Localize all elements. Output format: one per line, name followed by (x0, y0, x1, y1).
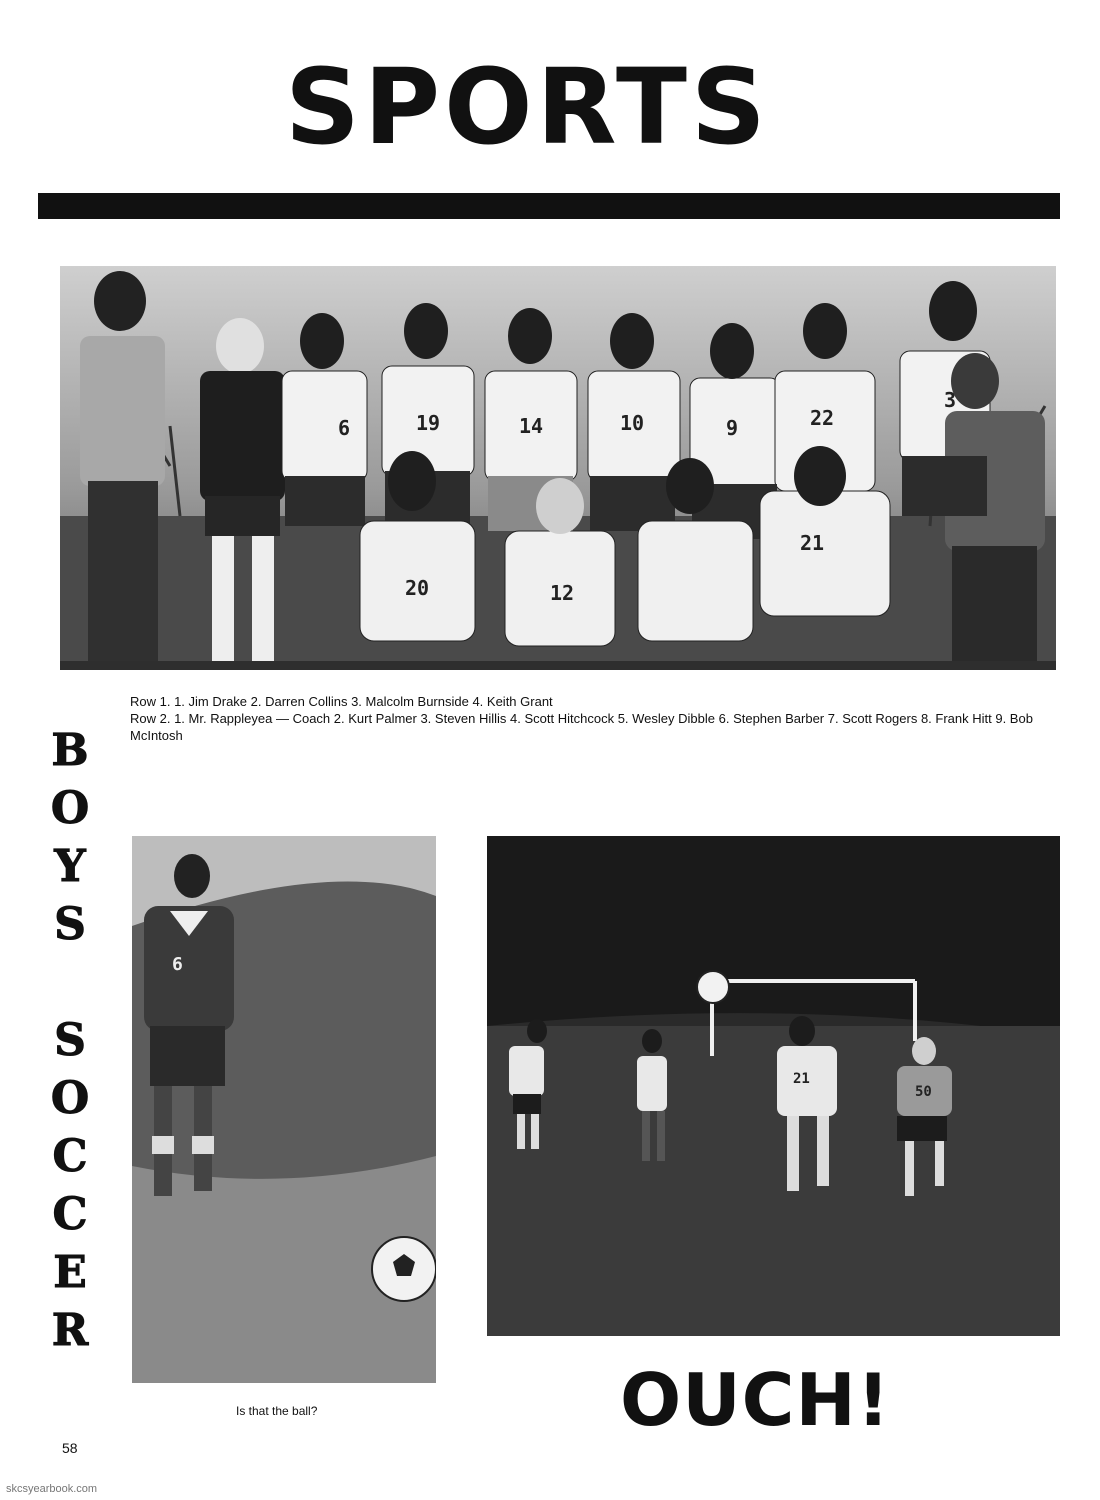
player-photo (132, 836, 436, 1383)
jersey-number: 12 (550, 581, 575, 605)
jersey-number: 21 (793, 1071, 810, 1087)
right-photo-caption: OUCH! (620, 1358, 891, 1442)
roster-row-2: Row 2. 1. Mr. Rappleyea — Coach 2. Kurt Palmer 3. Steven Hillis 4. Scott Hitchcock 5. Wesley Dibble 6. Stephen Barber 7. Scott Rogers 8. Frank Hitt 9. Bob McIntosh (130, 711, 1033, 743)
side-letter: C (52, 1189, 88, 1240)
roster-caption (130, 693, 1060, 744)
side-letter: B (51, 725, 89, 776)
side-letter: C (52, 1131, 88, 1182)
jersey-number: 6 (338, 416, 351, 440)
side-letter: O (50, 1073, 90, 1124)
side-letter: R (51, 1305, 89, 1356)
jersey-number: 50 (915, 1084, 932, 1100)
jersey-number: 21 (800, 531, 825, 555)
page-number: 58 (62, 1440, 78, 1456)
page-title: SPORTS (285, 46, 770, 168)
jersey-number: 20 (405, 576, 430, 600)
side-letter: S (54, 1015, 86, 1066)
jersey-number: 19 (416, 411, 441, 435)
jersey-number: 14 (519, 414, 544, 438)
jersey-number: 3 (944, 388, 957, 412)
side-title-soccer (40, 1012, 100, 1360)
site-watermark: skcsyearbook.com (6, 1483, 98, 1495)
jersey-number: 22 (810, 406, 835, 430)
left-photo-caption: Is that the ball? (236, 1404, 318, 1418)
jersey-number: 10 (620, 411, 645, 435)
action-photo (487, 836, 1060, 1336)
team-photo (60, 266, 1056, 670)
side-title-boys (40, 722, 100, 954)
side-letter: E (53, 1247, 87, 1298)
title-divider (38, 193, 1060, 219)
side-letter: Y (54, 841, 86, 892)
side-letter: O (50, 783, 90, 834)
jersey-number: 6 (172, 954, 183, 975)
roster-row-1: Row 1. 1. Jim Drake 2. Darren Collins 3. Malcolm Burnside 4. Keith Grant (130, 694, 553, 709)
jersey-number: 9 (726, 416, 739, 440)
side-letter: S (54, 899, 86, 950)
